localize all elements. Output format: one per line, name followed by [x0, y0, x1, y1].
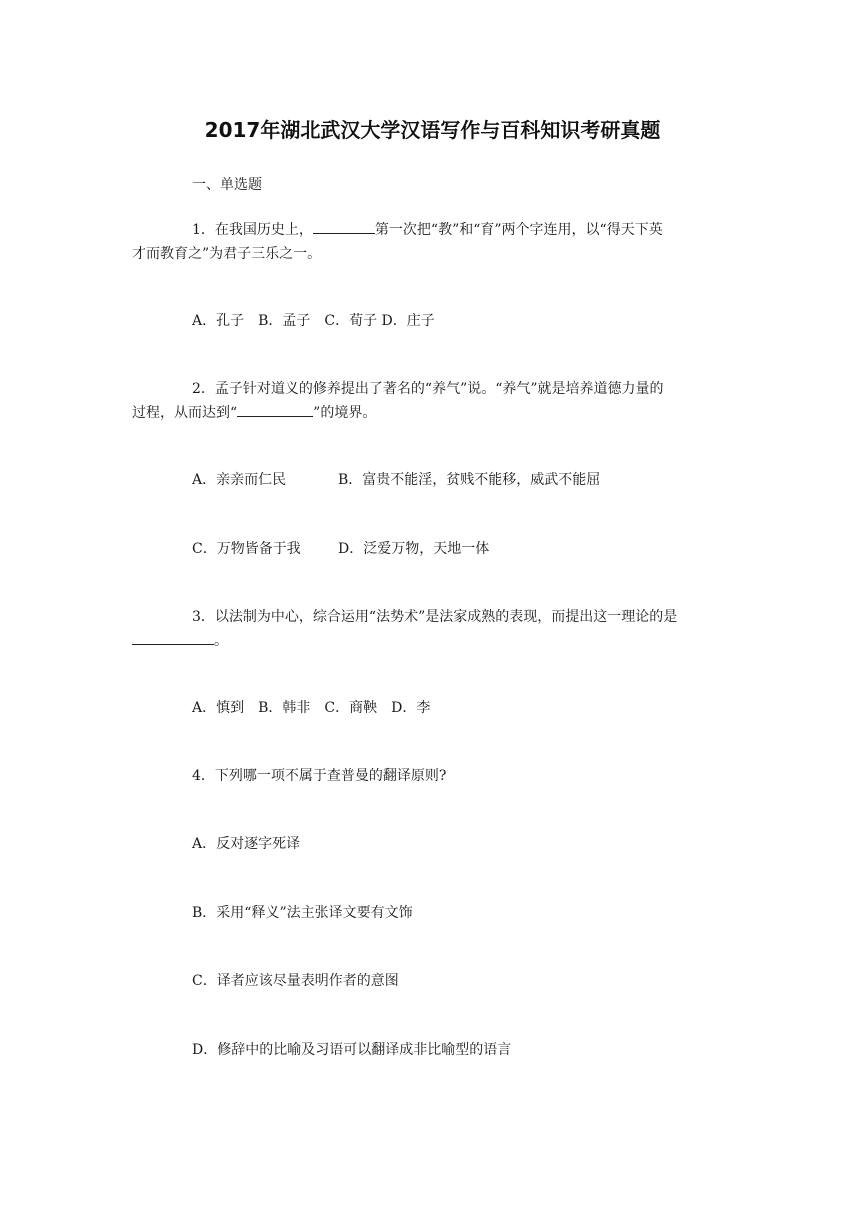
- question-2-text-a: 过程，从而达到“: [132, 405, 238, 421]
- option-a: A．亲亲而仁民: [192, 472, 287, 488]
- option-b: B．富贵不能淫，贫贱不能移，威武不能屈: [338, 472, 601, 488]
- question-3-text-b: 。: [214, 633, 228, 649]
- question-3-line-2: [132, 629, 737, 653]
- question-2-line-2: [132, 401, 737, 425]
- question-2-line-1: 2．孟子针对道义的修养提出了著名的“养气”说。“养气”就是培养道德力量的: [192, 381, 664, 397]
- question-1-text-a: 1．在我国历史上，: [192, 222, 313, 238]
- question-1-line-1: [132, 218, 797, 242]
- question-4-line-1: 4．下列哪一项不属于查普曼的翻译原则?: [192, 768, 447, 784]
- page-title: 2017年湖北武汉大学汉语写作与百科知识考研真题: [204, 118, 661, 142]
- question-1-line-2: 才而教育之”为君子三乐之一。: [132, 246, 322, 262]
- question-2-options-row-1: [132, 468, 797, 492]
- option-c: C．万物皆备于我: [192, 541, 301, 557]
- section-heading: 一、单选题: [192, 177, 262, 193]
- question-4-option-c: C．译者应该尽量表明作者的意图: [192, 973, 399, 989]
- answer-blank: [237, 401, 313, 417]
- answer-blank: [313, 218, 375, 234]
- question-4-option-b: B．采用“释义”法主张译文要有文饰: [192, 905, 413, 921]
- question-4-option-a: A．反对逐字死译: [192, 836, 301, 852]
- option-d: D．泛爱万物，天地一体: [338, 541, 490, 557]
- question-1-text-b: 第一次把“教”和“育”两个字连用，以“得天下英: [374, 222, 663, 238]
- question-4-option-d: D．修辞中的比喻及习语可以翻译成非比喻型的语言: [192, 1042, 512, 1058]
- answer-blank: [132, 629, 214, 645]
- question-1-options: A．孔子 B．孟子 C．荀子 D．庄子: [192, 313, 435, 329]
- question-3-options: A．慎到 B．韩非 C．商鞅 D．李: [192, 700, 431, 716]
- question-3-line-1: 3．以法制为中心，综合运用“法势术”是法家成熟的表现，而提出这一理论的是: [192, 609, 678, 625]
- question-2-text-b: ”的境界。: [313, 405, 377, 421]
- question-2-options-row-2: [132, 537, 797, 561]
